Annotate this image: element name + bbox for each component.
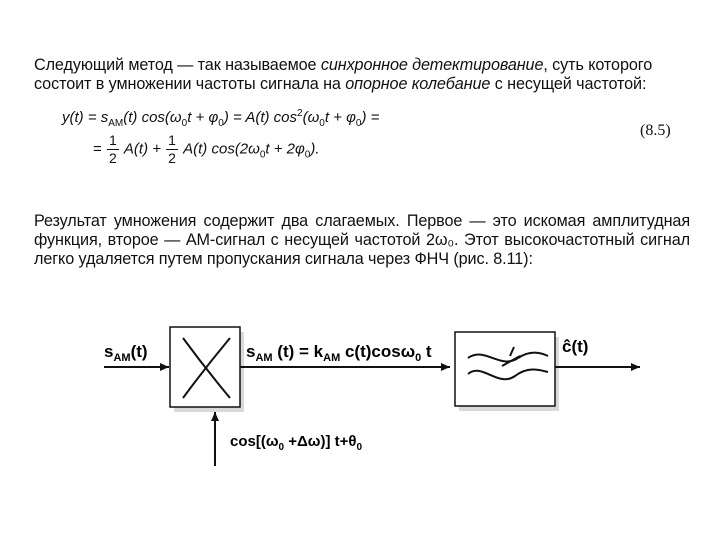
eq1-part2: (t) cos(ω [123,109,182,126]
eq2-tail2: t + 2φ [265,140,305,158]
eq1-part6-sub: 0 [355,118,362,129]
eq2-tail-sub1: 0 [259,149,266,161]
eq1-part6: t + φ [324,109,356,126]
eq2-mid: A(t) + [123,140,161,158]
intro-text-1: Следующий метод — так называемое [34,56,321,74]
eq2-tail: A(t) cos(2ω [183,140,260,158]
equation-number: (8.5) [640,122,671,139]
eq2-frac2-den: 2 [168,150,176,166]
eq1-part3-sub: 0 [218,118,224,129]
eq2-tail-sub2: 0 [304,149,311,161]
eq2-frac1-den: 2 [108,150,117,166]
lowpass-filter-block [455,332,555,406]
intro-text-2: , суть которого состоит в умножении частоты сигнала на [34,56,653,93]
eq1-part4: ) = A(t) cos [223,109,298,126]
eq2-frac2-num: 1 [168,132,176,148]
output-signal-label: ĉ(t) [562,337,589,356]
eq1-part5: (ω [302,109,320,126]
eq2-equals: = [93,140,102,158]
eq1-part4-sup: 2 [297,108,303,119]
reference-signal-label: $\cos[(\omega_0 +\Delta\omega)]$ $t+\theta_0$ [230,433,363,453]
input-signal-label: $s_{AM}(t)$ [104,342,148,364]
intro-term-ref: опорное колебание [345,75,491,93]
intro-term-sync: синхронное детектирование [320,56,544,74]
eq2-frac1-num: 1 [108,132,117,148]
eq1-part5-sub: 0 [319,118,325,129]
product-signal-label: $s_{AM}$ $(t) = k_{AM}$ c(t)cosω$_0$ t [246,342,432,364]
eq1-part7: ) = [361,109,380,126]
eq2-tail3: ). [310,140,320,158]
eq1-part2-sub: 0 [181,118,188,129]
eq1-lhs: y(t) = s [62,109,109,126]
eq1-lhs-sub: AM [108,118,124,129]
intro-text-3: с несущей частотой: [490,75,647,93]
result-paragraph: Результат умножения содержит два слагаемых. Первое — это искомая амплитудная функция, второе — АМ-сигнал с несущей частотой 2ω₀. Этот высокочастотный сигнал легко удаляется путем пропускания сигнала через ФНЧ (рис. 8.11): [34,212,690,268]
eq1-part3: t + φ [187,109,219,126]
